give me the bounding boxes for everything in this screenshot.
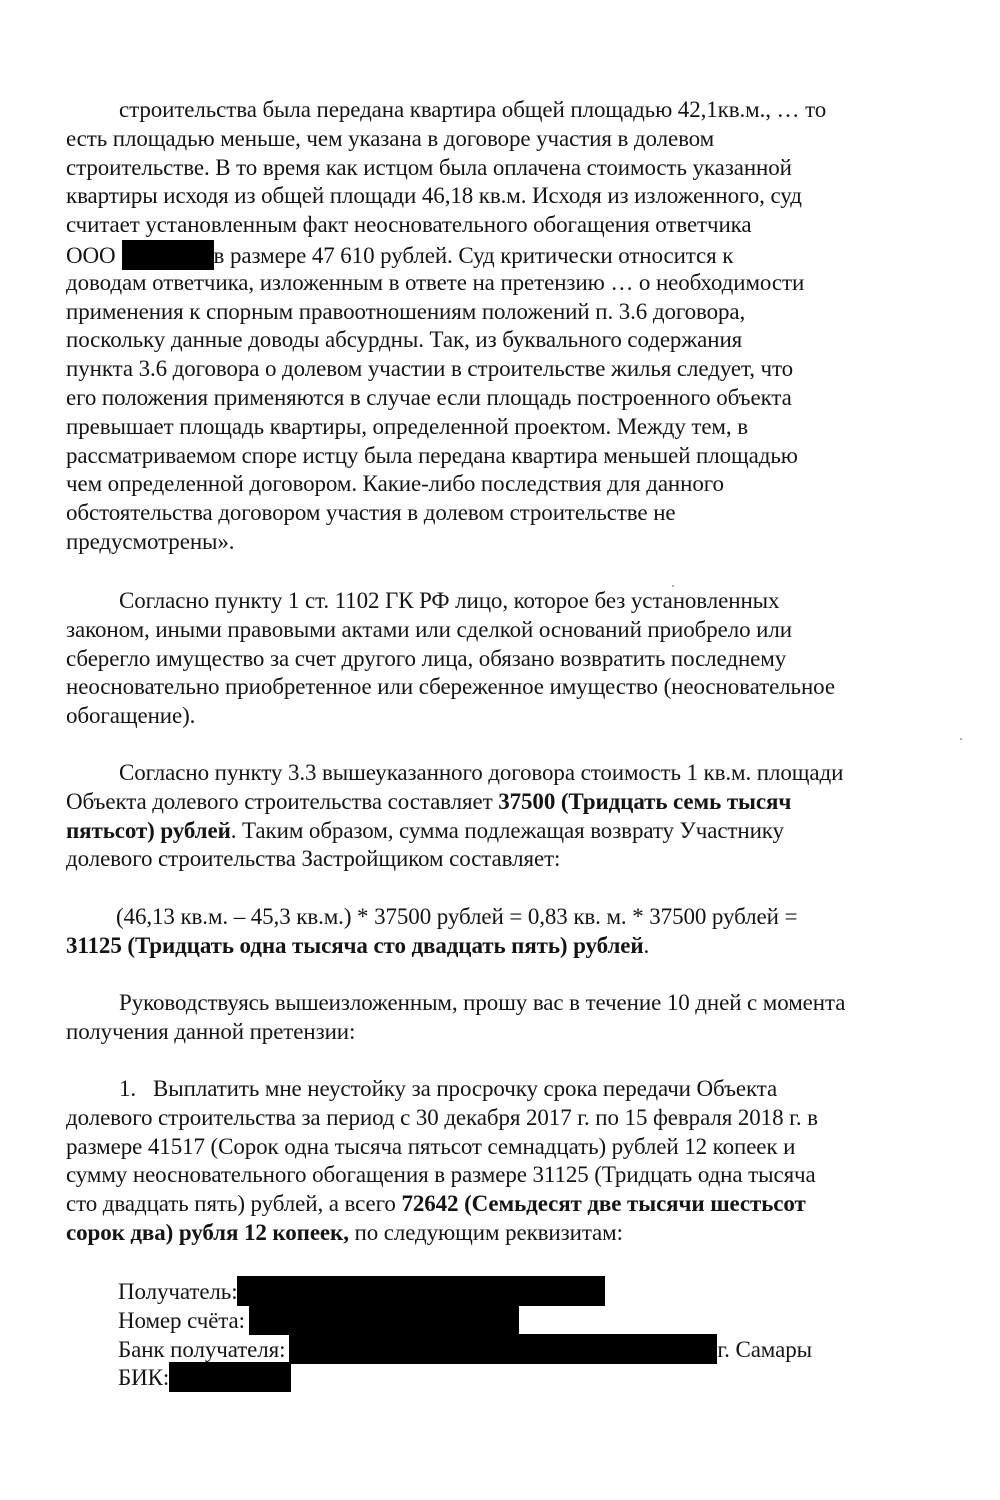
text-line: получения данной претензии: [66,1018,356,1044]
text-line: применения к спорным правоотношениям положений п. 3.6 договора, [66,298,746,324]
civil-code-paragraph [66,587,946,731]
text-line: предусмотрены». [66,528,235,554]
company-form-prefix: ООО [66,242,116,268]
calculation-formula: (46,13 кв.м. – 45,3 кв.м.) * 37500 рублей = 0,83 кв. м. * 37500 рублей = [116,904,798,929]
text-line: неосновательно приобретенное или сбереженное имущество (неосновательное [66,674,835,700]
total-amount-bold: 72642 (Семьдесят две тысячи шестьсот [401,1191,806,1217]
calculation-block [66,903,946,961]
text-line: обогащение). [66,703,196,729]
text-line: поскольку данные доводы абсурдны. Так, из буквального содержания [66,327,743,353]
account-label: Номер счёта: [118,1307,245,1333]
text-line [66,817,946,846]
text-fragment: сто двадцать пять) рублей, а всего [66,1191,402,1217]
total-amount-bold-cont: сорок два) рубля 12 копеек, [66,1219,349,1245]
text-line: сберегло имущество за счет другого лица, обязано возвратить последнему [66,645,787,671]
text-line: его положения применяются в случае если площадь построенного объекта [66,384,792,410]
text-line: квартиры исходя из общей площади 46,18 кв.м. Исходя из изложенного, суд [66,183,802,209]
text-fragment: в размере 47 610 рублей. Суд критически относится к [213,242,734,268]
text-line: строительства была передана квартира общей площадью 42,1кв.м., … то [119,97,827,122]
text-line: рассматриваемом споре истцу была передана квартира меньшей площадью [66,442,798,468]
text-line: Руководствуясь вышеизложенным, прошу вас в течение 10 дней с момента [119,990,846,1015]
bank-city: г. Самары [717,1336,812,1362]
calculation-result [66,932,946,961]
refund-amount-bold: 31125 (Тридцать одна тысяча сто двадцать пять) рублей [66,932,644,958]
text-line [66,788,946,817]
redacted-bank-name [289,1334,717,1364]
recipient-label: Получатель: [118,1279,238,1304]
bank-requisites [118,1276,998,1391]
text-line [66,1219,946,1248]
bik-field [118,1362,998,1391]
text-line: считает установленным факт неосновательного обогащения ответчика [66,212,752,238]
text-line: пункта 3.6 договора о долевом участии в строительстве жилья следует, что [66,356,794,382]
text-line: доводам ответчика, изложенным в ответе на претензию … о необходимости [66,269,805,295]
text-fragment: . [643,932,650,958]
text-line-with-redaction [66,240,946,269]
text-line: законом, иными правовыми актами или сделкой оснований приобрело или [66,616,792,642]
text-line: долевого строительства Застройщиком составляет: [66,846,561,872]
account-field [118,1305,998,1334]
text-fragment: по следующим реквизитам: [348,1219,623,1245]
text-fragment: . Таким образом, сумма подлежащая возврату Участнику [230,817,784,843]
text-line: строительстве. В то время как истцом была оплачена стоимость указанной [66,154,792,180]
redacted-bik [169,1362,291,1392]
redacted-company-name [122,240,214,270]
text-fragment: Выплатить мне неустойку за просрочку срока передачи Объекта [153,1076,778,1101]
text-fragment: Объекта долевого строительства составляет [66,788,499,814]
bank-field [118,1334,998,1363]
scan-speck [672,585,674,587]
text-line: сумму неосновательного обогащения в размере 31125 (Тридцать одна тысяча [66,1162,816,1188]
list-number: 1. [119,1076,137,1101]
text-line: превышает площадь квартиры, определенной проектом. Между тем, в [66,413,748,439]
redacted-account-number [249,1305,519,1335]
text-line [66,1190,946,1219]
request-item-1 [66,1075,946,1248]
text-line: есть площадью меньше, чем указана в договоре участия в долевом [66,125,715,151]
text-line [66,1075,946,1104]
price-per-sqm-bold-cont: пятьсот) рублей [66,817,231,843]
request-intro-paragraph [66,989,946,1047]
text-line: Согласно пункту 1 ст. 1102 ГК РФ лицо, которое без установленных [119,588,780,613]
court-quote-paragraph [66,96,946,557]
bik-label: БИК: [118,1365,170,1391]
text-line: Согласно пункту 3.3 вышеуказанного договора стоимость 1 кв.м. площади [119,760,844,785]
contract-price-paragraph [66,759,946,874]
price-per-sqm-bold: 37500 (Тридцать семь тысяч [498,788,792,814]
text-line: чем определенной договором. Какие-либо последствия для данного [66,471,724,497]
redacted-recipient [237,1276,605,1306]
bank-label: Банк получателя: [118,1336,286,1362]
recipient-field [118,1276,998,1305]
text-line: долевого строительства за период с 30 декабря 2017 г. по 15 февраля 2018 г. в [66,1104,818,1130]
text-line: обстоятельства договором участия в долевом строительстве не [66,500,676,526]
text-line: размере 41517 (Сорок одна тысяча пятьсот семнадцать) рублей 12 копеек и [66,1133,796,1159]
scan-speck [960,738,962,740]
